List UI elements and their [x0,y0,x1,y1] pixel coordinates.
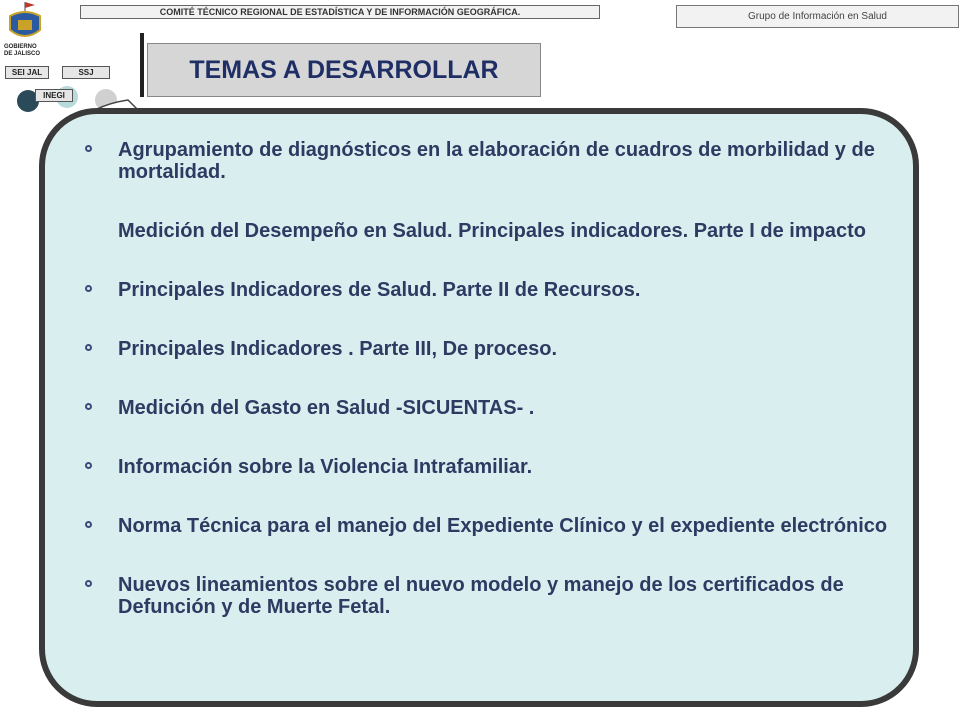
topic-item [80,515,900,537]
topic-text: Norma Técnica para el manejo del Expediente Clínico y el expediente electrónico [118,515,888,537]
bullet-icon [85,521,92,528]
topic-text: Medición del Desempeño en Salud. Principales indicadores. Parte I de impacto [118,220,866,242]
topic-item [80,574,900,618]
committee-banner: COMITÉ TÉCNICO REGIONAL DE ESTADÍSTICA Y DE INFORMACIÓN GEOGRÁFICA. [80,5,600,19]
group-label: Grupo de Información en Salud [676,5,959,28]
bullet-icon [85,285,92,292]
topic-text: Medición del Gasto en Salud -SICUENTAS- . [118,397,535,419]
bullet-icon [85,344,92,351]
topic-item [80,338,900,360]
logo-text-line1: GOBIERNO [4,44,37,50]
topic-text: Información sobre la Violencia Intrafamiliar. [118,456,533,478]
sei-jal-badge: SEI JAL [5,66,49,79]
topic-item [80,397,900,419]
topic-text: Nuevos lineamientos sobre el nuevo modelo y manejo de los certificados de Defunción y de Muerte Fetal. [118,574,844,618]
title-divider [140,33,144,97]
inegi-badge: INEGI [35,89,73,102]
topic-item [80,456,900,478]
topic-text: Principales Indicadores de Salud. Parte II de Recursos. [118,279,641,301]
bullet-icon [85,403,92,410]
bullet-icon [85,580,92,587]
title-box [147,43,541,97]
topic-item [80,220,900,242]
topic-text: Agrupamiento de diagnósticos en la elaboración de cuadros de morbilidad y de mortalidad. [118,139,875,183]
bullet-icon [85,145,92,152]
bullet-icon [85,462,92,469]
topic-text: Principales Indicadores . Parte III, De proceso. [118,338,558,360]
topic-item [80,279,900,301]
topic-item [80,139,900,183]
logo-text-line2: DE JALISCO [4,51,41,57]
ssj-badge: SSJ [62,66,110,79]
topics-list [80,139,900,655]
page-title: TEMAS A DESARROLLAR [189,55,499,84]
